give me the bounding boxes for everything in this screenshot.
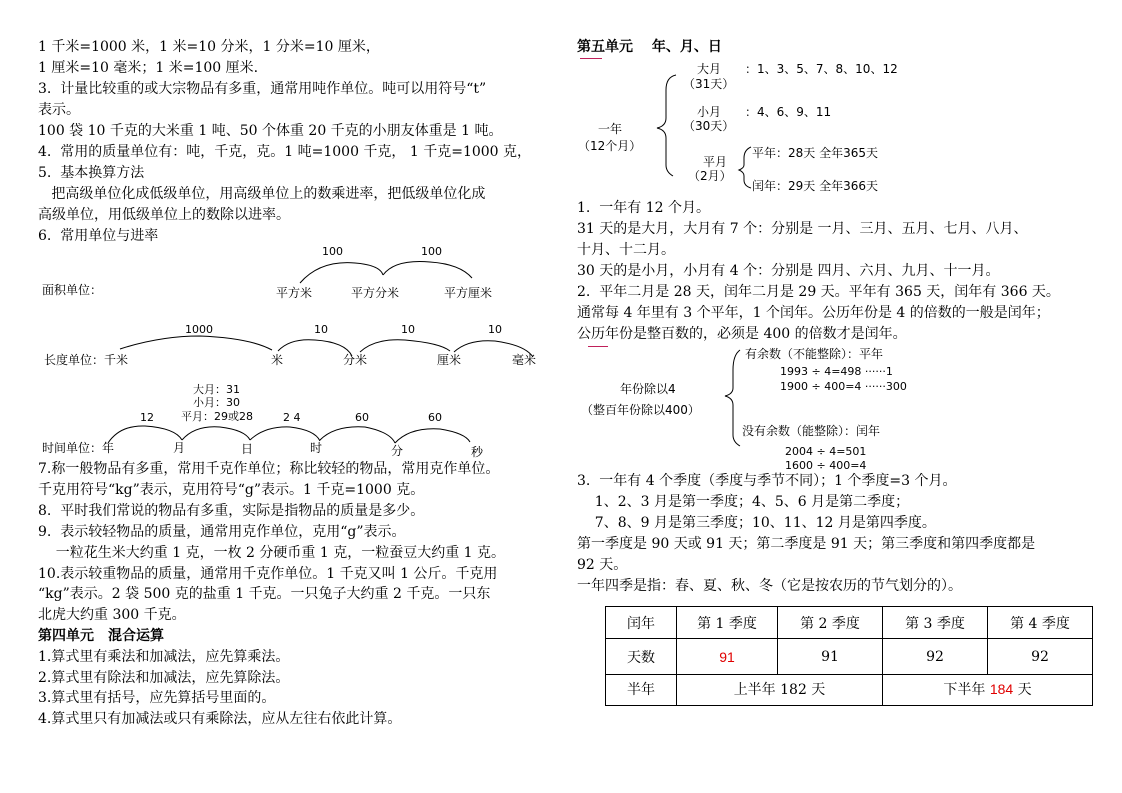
time-rate: 60: [355, 411, 369, 424]
text-line: 高级单位，用低级单位上的数除以进率。: [38, 207, 290, 223]
text-line: 1. 一年有 12 个月。: [577, 200, 710, 216]
second-half-prefix: 下半年: [943, 682, 990, 698]
text-line: 公历年份是整百数的，必须是 400 的倍数才是闰年。: [577, 326, 907, 342]
text-line: 1、2、3 月是第一季度；4、5、6 月是第二季度；: [577, 494, 910, 510]
text-line: “kg”表示。2 袋 500 克的盐重 1 千克。一只兔子大约重 2 千克。一只东: [38, 586, 491, 603]
year-sub: （12个月）: [578, 139, 642, 153]
example: 1600 ÷ 400=4: [785, 459, 867, 472]
example: 2004 ÷ 4=501: [785, 445, 867, 458]
text-line: 3. 计量比较重的或大宗物品有多重，通常用吨作单位。吨可以用符号“t”: [38, 81, 487, 97]
time-label: 时间单位：年: [42, 441, 115, 455]
rule-label: 年份除以4: [620, 382, 676, 396]
text-line: 十月、十二月。: [577, 242, 675, 258]
text-line: 1.算式里有乘法和加减法，应先算乘法。: [38, 649, 290, 665]
table-cell: 天数: [606, 639, 677, 675]
unit5-title: 第五单元 年、月、日: [577, 39, 722, 55]
second-half-suffix: 天: [1013, 682, 1032, 698]
month-big: 大月：31: [193, 383, 240, 396]
text-line: 8. 平时我们常说的物品有多重，实际是指物品的质量是多少。: [38, 502, 425, 519]
time-rate: 12: [140, 411, 154, 424]
table-row: [606, 639, 1093, 675]
text-line: 10.表示较重物品的质量，通常用千克作单位。1 千克又叫 1 公斤。千克用: [38, 565, 498, 582]
text-line: 北虎大约重 300 千克。: [38, 607, 186, 624]
table-header: 闰年: [606, 607, 677, 639]
text-line: 第一季度是 90 天或 91 天；第二季度是 91 天；第三季度和第四季度都是: [577, 536, 1036, 552]
table-header: 第 2 季度: [778, 607, 883, 639]
table-cell: 92: [883, 639, 988, 675]
area-unit: 平方米: [276, 286, 313, 300]
brace: [725, 350, 740, 446]
length-unit: 分米: [343, 353, 368, 367]
time-rate: 2 4: [283, 411, 301, 424]
length-rate: 10: [314, 323, 328, 336]
text-line: 4. 常用的质量单位有：吨，千克，克。1 吨=1000 千克， 1 千克=1000 克，: [38, 144, 532, 160]
text-line: 3.算式里有括号，应先算括号里面的。: [38, 690, 276, 706]
area-unit: 平方厘米: [444, 286, 493, 300]
length-unit: 米: [271, 353, 284, 367]
text-line: 4.算式里只有加减法或只有乘除法，应从左往右依此计算。: [38, 710, 402, 727]
text-line: 一年四季是指：春、夏、秋、冬（它是按农历的节气划分的）。: [577, 578, 962, 594]
text-line: 9. 表示较轻物品的质量，通常用克作单位，克用“g”表示。: [38, 523, 406, 540]
text-line: 1 厘米=10 毫米；1 米=100 厘米.: [38, 60, 259, 76]
table-header: 第 3 季度: [883, 607, 988, 639]
text-line: 7.称一般物品有多重，常用千克作单位；称比较轻的物品，常用克作单位。: [38, 461, 500, 477]
text-line: 92 天。: [577, 557, 628, 573]
table-cell: 上半年 182 天: [677, 675, 883, 706]
time-unit: 月: [173, 441, 186, 455]
table-header: 第 4 季度: [988, 607, 1093, 639]
no-remainder-label: 没有余数（能整除）：闰年: [742, 424, 881, 438]
small-month: 小月: [697, 105, 722, 119]
common-year: 平年：28天 全年365天: [752, 146, 878, 160]
text-line: 30 天的是小月，小月有 4 个：分别是 四月、六月、九月、十一月。: [577, 263, 1000, 279]
text-line: 把高级单位化成低级单位，用高级单位上的数乘进率，把低级单位化成: [38, 186, 486, 202]
time-unit: 日: [241, 442, 254, 456]
text-line: 通常每 4 年里有 3 个平年，1 个闰年。公历年份是 4 的倍数的一般是闰年；: [577, 305, 1050, 321]
rule-sub: （整百年份除以400）: [581, 403, 700, 417]
table-cell: 半年: [606, 675, 677, 706]
big-month-days: （31天）: [683, 77, 735, 91]
year-label: 一年: [598, 122, 623, 136]
table-cell: [883, 675, 1093, 706]
text-line: 1 千米=1000 米，1 米=10 分米，1 分米=10 厘米，: [38, 39, 380, 55]
text-line: 2. 平年二月是 28 天，闰年二月是 29 天。平年有 365 天，闰年有 366 天。: [577, 284, 1060, 300]
example: 1900 ÷ 400=4 ······300: [780, 380, 907, 393]
text-line: 7、8、9 月是第三季度；10、11、12 月是第四季度。: [577, 515, 936, 531]
length-unit: 厘米: [437, 353, 462, 367]
feb-month: 平月: [703, 155, 728, 169]
big-month-list: ：1、3、5、7、8、10、12: [745, 62, 898, 76]
unit4-title: 第四单元 混合运算: [38, 628, 164, 644]
feb-sub: （2月）: [688, 169, 732, 183]
length-unit: 毫米: [512, 353, 537, 367]
quarters-table: [605, 606, 1093, 706]
text-line: 6. 常用单位与进率: [38, 228, 159, 244]
small-month-days: （30天）: [683, 119, 735, 133]
text-line: 3. 一年有 4 个季度（季度与季节不同）；1 个季度=3 个月。: [577, 473, 957, 489]
month-small: 小月：30: [193, 396, 240, 409]
month-feb: 平月：29或28: [181, 410, 253, 423]
length-rate: 10: [401, 323, 415, 336]
length-rate: 1000: [185, 323, 213, 336]
text-line: 100 袋 10 千克的大米重 1 吨、50 个体重 20 千克的小朋友体重是 1 吨。: [38, 123, 503, 139]
time-rate: 60: [428, 411, 442, 424]
area-label: 面积单位：: [42, 283, 103, 297]
example: 1993 ÷ 4=498 ······1: [780, 365, 893, 378]
table-cell: 92: [988, 639, 1093, 675]
leap-year: 闰年：29天 全年366天: [752, 179, 878, 193]
text-line: 表示。: [38, 102, 80, 118]
text-line: 千克用符号“kg”表示，克用符号“g”表示。1 千克=1000 克。: [38, 481, 425, 498]
area-rate: 100: [322, 245, 343, 258]
text-line: 2.算式里有除法和加减法，应先算除法。: [38, 669, 290, 686]
table-row: [606, 675, 1093, 706]
length-rate: 10: [488, 323, 502, 336]
remainder-label: 有余数（不能整除）：平年: [745, 347, 884, 361]
big-month: 大月: [697, 62, 722, 76]
text-line: 5. 基本换算方法: [38, 165, 145, 181]
table-cell: 91: [677, 639, 778, 675]
time-unit: 分: [391, 444, 404, 458]
length-label: 长度单位：千米: [44, 353, 129, 367]
time-unit: 秒: [471, 445, 484, 459]
text-line: 一粒花生米大约重 1 克，一枚 2 分硬币重 1 克，一粒蚕豆大约重 1 克。: [38, 544, 506, 561]
table-cell: 91: [778, 639, 883, 675]
area-unit: 平方分米: [351, 286, 400, 300]
table-header: 第 1 季度: [677, 607, 778, 639]
area-rate: 100: [421, 245, 442, 258]
second-half-value: 184: [989, 681, 1014, 697]
table-row: [606, 607, 1093, 639]
time-unit: 时: [310, 441, 323, 455]
small-month-list: ：4、6、9、11: [745, 105, 832, 119]
text-line: 31 天的是大月，大月有 7 个：分别是 一月、三月、五月、七月、八月、: [577, 221, 1028, 237]
